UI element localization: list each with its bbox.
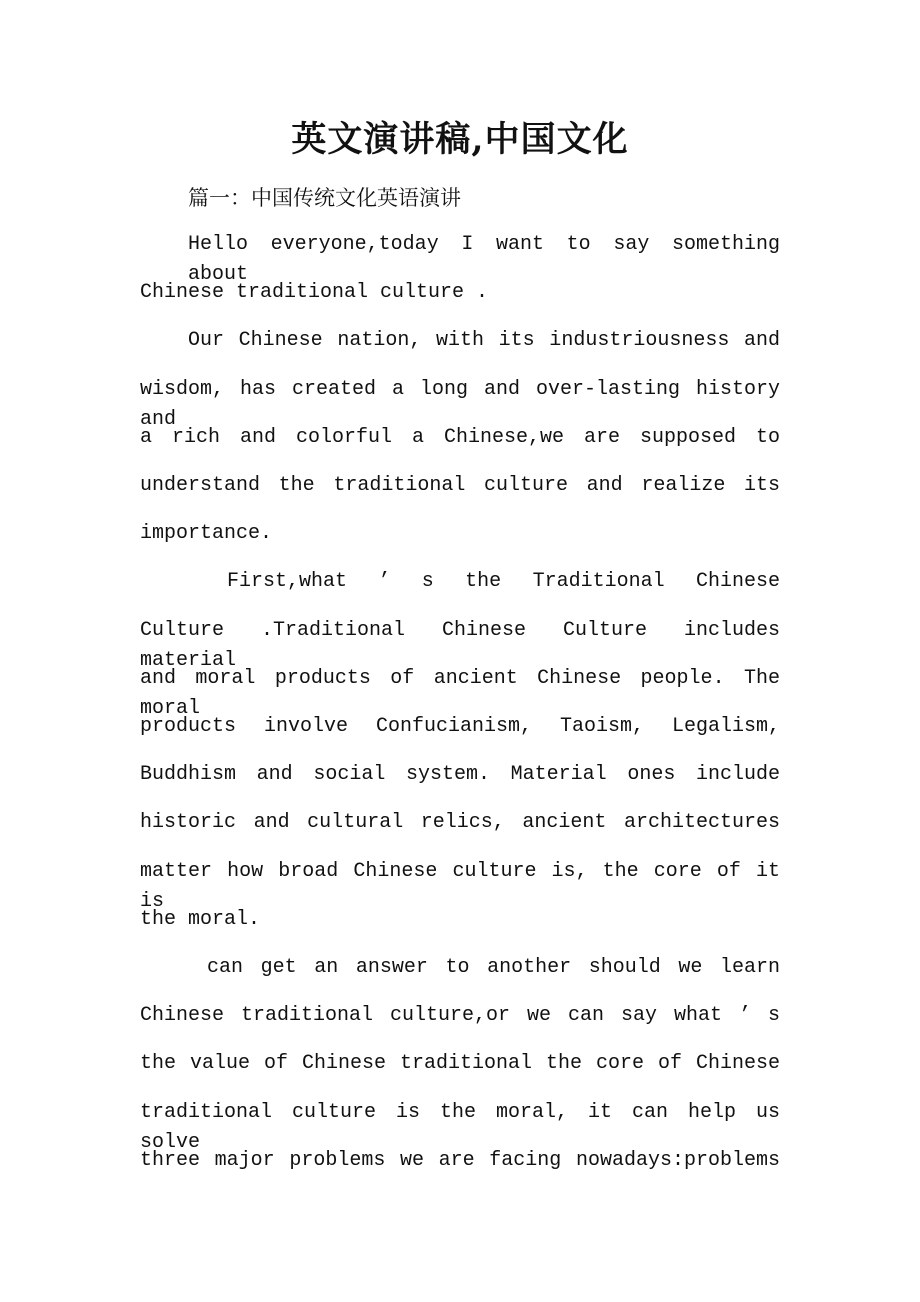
text-line: wisdom, has created a long and over-lasting history and <box>140 377 780 431</box>
text-line: the value of Chinese traditional the core of Chinese <box>140 1052 780 1076</box>
text-line: and moral products of ancient Chinese people. The moral <box>140 666 780 720</box>
text-line: Chinese traditional culture,or we can say what ’ s <box>140 1004 780 1028</box>
text-line: a rich and colorful a Chinese,we are supposed to <box>140 425 780 449</box>
text-line: Hello everyone,today I want to say something about <box>188 233 780 286</box>
text-line: products involve Confucianism, Taoism, Legalism, <box>140 715 780 738</box>
document-title: 英文演讲稿,中国文化 <box>291 119 629 160</box>
text-line: understand the traditional culture and realize its <box>140 474 780 497</box>
text-line: traditional culture is the moral, it can help us solve <box>140 1100 780 1154</box>
text-line: Culture .Traditional Chinese Culture includes material <box>140 618 780 672</box>
text-line: can get an answer to another should we learn <box>207 956 780 979</box>
text-line: Chinese traditional culture . <box>140 281 489 305</box>
section-heading: 篇一：中国传统文化英语演讲 <box>188 186 461 210</box>
text-line: Buddhism and social system. Material ones include <box>140 763 780 787</box>
text-line: historic and cultural relics, ancient architectures <box>140 811 780 835</box>
text-line: importance. <box>140 522 273 546</box>
text-line: matter how broad Chinese culture is, the core of it is <box>140 859 780 913</box>
text-line: First,what ’ s the Traditional Chinese <box>227 570 780 594</box>
text-line: Our Chinese nation, with its industriousness and <box>188 329 780 353</box>
text-line: three major problems we are facing nowadays:problems <box>140 1148 780 1172</box>
text-line: the moral. <box>140 907 261 931</box>
